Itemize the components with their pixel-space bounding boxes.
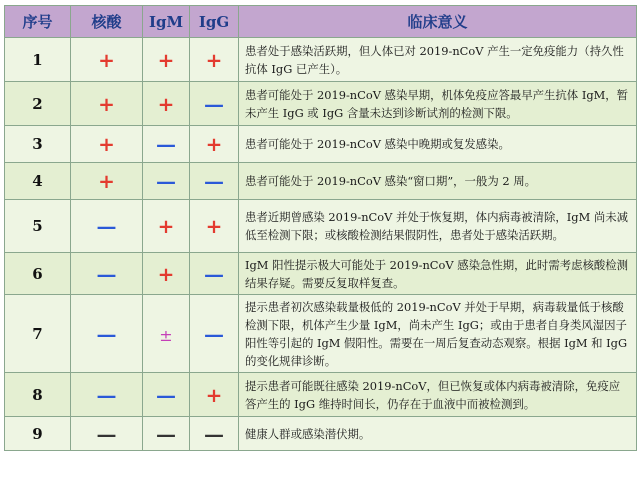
clinical-meaning-text: 患者近期曾感染 2019-nCoV 并处于恢复期，体内病毒被清除，IgM 尚未减低至检测下限；或核酸检测结果假阴性，患者处于感染活跃期。 bbox=[239, 200, 637, 253]
antibody-nucleic-acid-table bbox=[4, 5, 637, 451]
igg-result-minus-icon: — bbox=[204, 169, 224, 193]
table-row bbox=[5, 163, 637, 200]
igg-result-cell bbox=[190, 417, 239, 451]
igm-result-cell bbox=[143, 82, 190, 126]
nucleic-result-cell bbox=[71, 126, 143, 163]
nucleic-result-cell bbox=[71, 373, 143, 417]
nucleic-result-cell bbox=[71, 253, 143, 295]
table-row bbox=[5, 126, 637, 163]
igm-result-cell bbox=[143, 295, 190, 373]
igm-result-plus-icon: + bbox=[157, 214, 175, 238]
row-index: 7 bbox=[5, 295, 71, 373]
igg-result-dash-icon: — bbox=[204, 421, 224, 446]
igg-result-cell bbox=[190, 373, 239, 417]
header-igm: IgM bbox=[143, 6, 190, 38]
nucleic-result-cell bbox=[71, 295, 143, 373]
igm-result-minus-icon: — bbox=[156, 169, 176, 193]
igm-result-plus-icon: + bbox=[157, 47, 175, 72]
igm-result-minus-icon: — bbox=[156, 132, 176, 156]
igm-result-plusminus-icon: ± bbox=[159, 325, 173, 345]
row-index: 8 bbox=[5, 373, 71, 417]
igg-result-cell bbox=[190, 163, 239, 200]
row-index: 9 bbox=[5, 417, 71, 451]
header-nucleic-acid: 核酸 bbox=[71, 6, 143, 38]
row-index: 1 bbox=[5, 38, 71, 82]
igg-result-plus-icon: + bbox=[205, 47, 223, 72]
nucleic-result-cell bbox=[71, 200, 143, 253]
igg-result-minus-icon: — bbox=[204, 91, 224, 116]
nucleic-result-cell bbox=[71, 163, 143, 200]
table-row bbox=[5, 253, 637, 295]
row-index: 6 bbox=[5, 253, 71, 295]
table-row bbox=[5, 295, 637, 373]
nucleic-result-plus-icon: + bbox=[98, 169, 115, 193]
row-index: 3 bbox=[5, 126, 71, 163]
igg-result-cell bbox=[190, 253, 239, 295]
nucleic-result-minus-icon: — bbox=[96, 321, 117, 346]
igm-result-minus-icon: — bbox=[156, 382, 176, 407]
igg-result-plus-icon: + bbox=[205, 382, 223, 407]
table-row bbox=[5, 38, 637, 82]
nucleic-result-cell bbox=[71, 38, 143, 82]
igg-result-cell bbox=[190, 200, 239, 253]
header-row bbox=[5, 6, 637, 38]
clinical-meaning-text: 患者处于感染活跃期，但人体已对 2019-nCoV 产生一定免疫能力（持久性抗体 IgG 已产生）。 bbox=[239, 38, 637, 82]
igm-result-cell bbox=[143, 417, 190, 451]
clinical-meaning-text: IgM 阳性提示极大可能处于 2019-nCoV 感染急性期，此时需考虑核酸检测结果存疑。需要反复取样复查。 bbox=[239, 253, 637, 295]
clinical-meaning-text: 提示患者可能既往感染 2019-nCoV，但已恢复或体内病毒被清除，免疫应答产生的 IgG 维持时间长，仍存在于血液中而被检测到。 bbox=[239, 373, 637, 417]
igm-result-dash-icon: — bbox=[156, 421, 176, 446]
clinical-meaning-text: 患者可能处于 2019-nCoV 感染早期，机体免疫应答最早产生抗体 IgM，暂未产生 IgG 或 IgG 含量未达到诊断试剂的检测下限。 bbox=[239, 82, 637, 126]
nucleic-result-plus-icon: + bbox=[98, 91, 115, 116]
igm-result-cell bbox=[143, 373, 190, 417]
igm-result-cell bbox=[143, 253, 190, 295]
row-index: 5 bbox=[5, 200, 71, 253]
igg-result-minus-icon: — bbox=[204, 261, 224, 286]
igg-result-plus-icon: + bbox=[205, 132, 223, 156]
igm-result-cell bbox=[143, 38, 190, 82]
table-row bbox=[5, 417, 637, 451]
row-index: 2 bbox=[5, 82, 71, 126]
row-index: 4 bbox=[5, 163, 71, 200]
clinical-meaning-text: 健康人群或感染潜伏期。 bbox=[239, 417, 637, 451]
nucleic-result-plus-icon: + bbox=[98, 132, 115, 156]
results-table-container bbox=[4, 5, 637, 451]
nucleic-result-minus-icon: — bbox=[96, 214, 117, 238]
igm-result-cell bbox=[143, 200, 190, 253]
table-row bbox=[5, 200, 637, 253]
header-igg: IgG bbox=[190, 6, 239, 38]
header-clinical-meaning: 临床意义 bbox=[239, 6, 637, 38]
igg-result-cell bbox=[190, 82, 239, 126]
igg-result-cell bbox=[190, 295, 239, 373]
igg-result-cell bbox=[190, 126, 239, 163]
clinical-meaning-text: 患者可能处于 2019-nCoV 感染“窗口期”，一般为 2 周。 bbox=[239, 163, 637, 200]
nucleic-result-minus-icon: — bbox=[96, 261, 117, 286]
nucleic-result-dash-icon: — bbox=[96, 421, 117, 446]
igg-result-cell bbox=[190, 38, 239, 82]
clinical-meaning-text: 患者可能处于 2019-nCoV 感染中晚期或复发感染。 bbox=[239, 126, 637, 163]
table-row bbox=[5, 373, 637, 417]
table-row bbox=[5, 82, 637, 126]
nucleic-result-cell bbox=[71, 82, 143, 126]
igm-result-cell bbox=[143, 126, 190, 163]
nucleic-result-plus-icon: + bbox=[98, 47, 115, 72]
igg-result-minus-icon: — bbox=[204, 321, 224, 346]
nucleic-result-cell bbox=[71, 417, 143, 451]
clinical-meaning-text: 提示患者初次感染载量极低的 2019-nCoV 并处于早期，病毒载量低于核酸检测下限，机体产生少量 IgM，尚未产生 IgG；或由于患者自身类风湿因子阳性等引起的 IgM 假阳性。需要在一周后复查动态观察。根据 IgM 和 IgG 的变化规律诊断。 bbox=[239, 295, 637, 373]
header-index: 序号 bbox=[5, 6, 71, 38]
nucleic-result-minus-icon: — bbox=[96, 382, 117, 407]
igm-result-cell bbox=[143, 163, 190, 200]
igm-result-plus-icon: + bbox=[157, 261, 175, 286]
igm-result-plus-icon: + bbox=[157, 91, 175, 116]
igg-result-plus-icon: + bbox=[205, 214, 223, 238]
